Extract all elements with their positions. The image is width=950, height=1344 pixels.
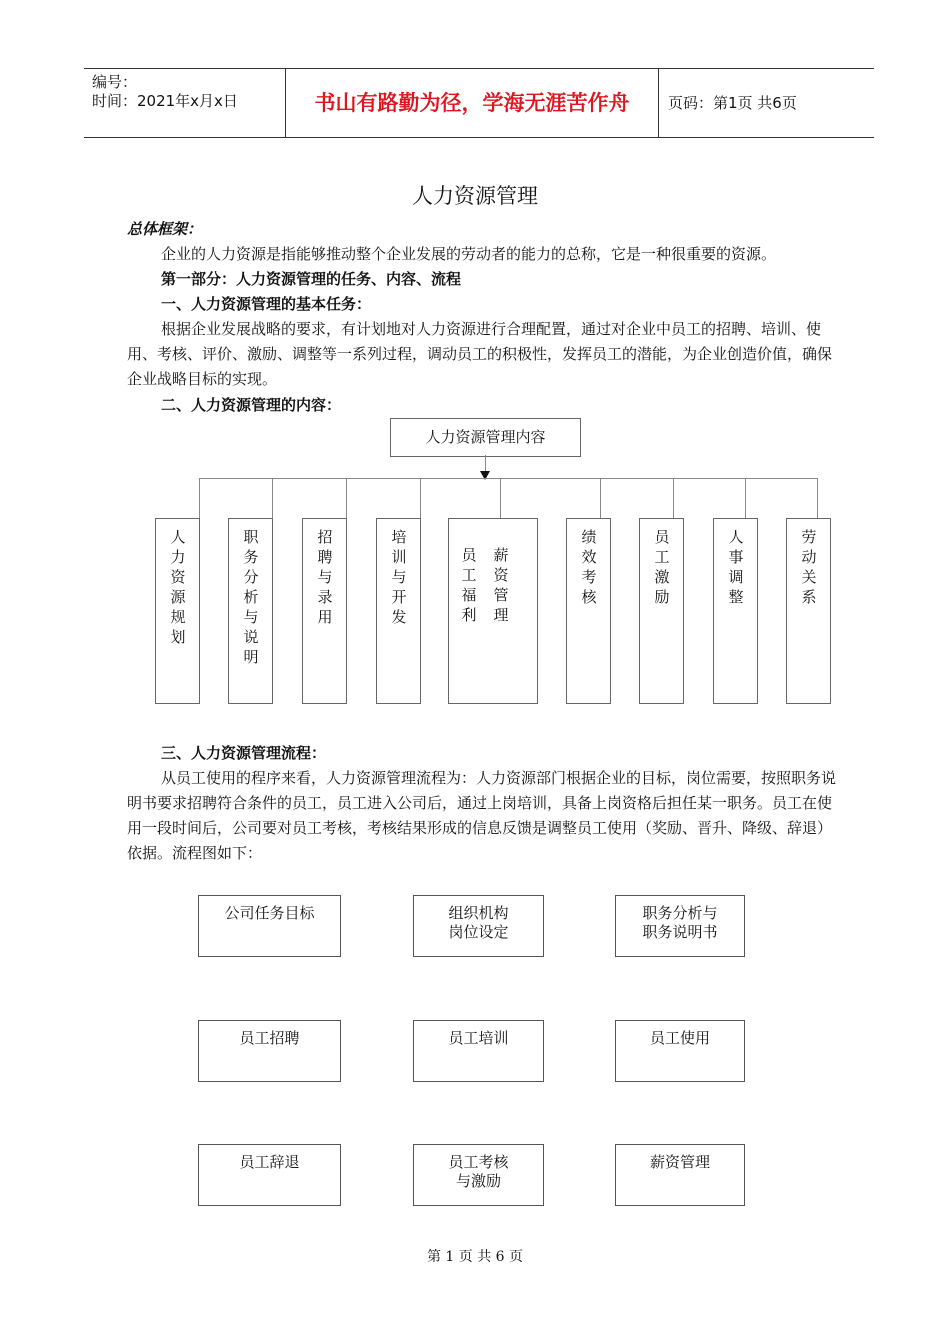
- org-item-labor: 劳动关系: [786, 518, 831, 704]
- section2-heading: 二、人力资源管理的内容：: [161, 396, 342, 414]
- page-footer: 第 1 页 共 6 页: [426, 1249, 524, 1265]
- flow-box-salary: 薪资管理: [615, 1144, 745, 1206]
- flow-box-recruit: 员工招聘: [198, 1020, 341, 1082]
- header-page-label: 页码：第1页 共6页: [668, 94, 797, 112]
- org-connector: [346, 478, 347, 518]
- org-branch-line: [199, 478, 817, 479]
- org-item-welfare-salary: [448, 518, 538, 704]
- flow-box-evaluation: 员工考核 与激励: [413, 1144, 544, 1206]
- org-connector: [500, 478, 501, 518]
- org-item-welfare: 员工福利: [461, 546, 477, 624]
- intro-paragraph: 企业的人力资源是指能够推动整个企业发展的劳动者的能力的总称，它是一种很重要的资源。: [161, 245, 777, 263]
- header-motto: 书山有路勤为径，学海无涯苦作舟: [314, 91, 630, 115]
- org-connector: [272, 478, 273, 518]
- header-divider: [658, 69, 659, 137]
- org-connector: [673, 478, 674, 518]
- org-connector: [745, 478, 746, 518]
- org-item-training: 培训与开发: [376, 518, 421, 704]
- org-item-recruit: 招聘与录用: [302, 518, 347, 704]
- section1-paragraph: 根据企业发展战略的要求，有计划地对人力资源进行合理配置，通过对企业中员工的招聘、培训、使用、考核、评价、激励、调整等一系列过程，调动员工的积极性，发挥员工的潜能，为企业创造价值，确保企业战略目标的实现。: [127, 320, 833, 388]
- org-item-adjustment: 人事调整: [713, 518, 758, 704]
- flow-box-org: 组织机构 岗位设定: [413, 895, 544, 957]
- flow-box-training: 员工培训: [413, 1020, 544, 1082]
- header-meta: [92, 73, 286, 111]
- part1-heading: 第一部分：人力资源管理的任务、内容、流程: [161, 270, 462, 288]
- org-item-job-analysis: 职务分析与说明: [228, 518, 273, 704]
- org-connector: [485, 455, 486, 471]
- org-connector: [199, 478, 200, 518]
- flow-box-dismiss: 员工辞退: [198, 1144, 341, 1206]
- framework-label: 总体框架：: [127, 220, 203, 238]
- org-connector: [420, 478, 421, 518]
- org-item-salary: 薪资管理: [493, 546, 509, 624]
- page-title: 人力资源管理: [412, 184, 538, 208]
- org-connector: [817, 478, 818, 518]
- org-item-incentive: 员工激励: [639, 518, 684, 704]
- flow-box-job: 职务分析与 职务说明书: [615, 895, 745, 957]
- org-item-planning: 人力资源规划: [155, 518, 200, 704]
- section1-heading: 一、人力资源管理的基本任务：: [161, 295, 372, 313]
- flow-box-goal: 公司任务目标: [198, 895, 341, 957]
- section3-paragraph: 从员工使用的程序来看，人力资源管理流程为：人力资源部门根据企业的目标，岗位需要，按照职务说明书要求招聘符合条件的员工，员工进入公司后，通过上岗培训，具备上岗资格后担任某一职务。员工在使用一段时间后，公司要对员工考核，考核结果形成的信息反馈是调整员工使用（奖励、晋升、降级、辞退）依据。流程图如下：: [127, 769, 837, 862]
- time-label: 时间：2021年x月x日: [92, 92, 238, 110]
- org-item-performance: 绩效考核: [566, 518, 611, 704]
- number-label: 编号：: [92, 73, 138, 91]
- org-root-box: 人力资源管理内容: [390, 418, 581, 457]
- org-connector: [600, 478, 601, 518]
- flow-box-use: 员工使用: [615, 1020, 745, 1082]
- document-header: [84, 68, 874, 138]
- section3-heading: 三、人力资源管理流程：: [161, 744, 327, 762]
